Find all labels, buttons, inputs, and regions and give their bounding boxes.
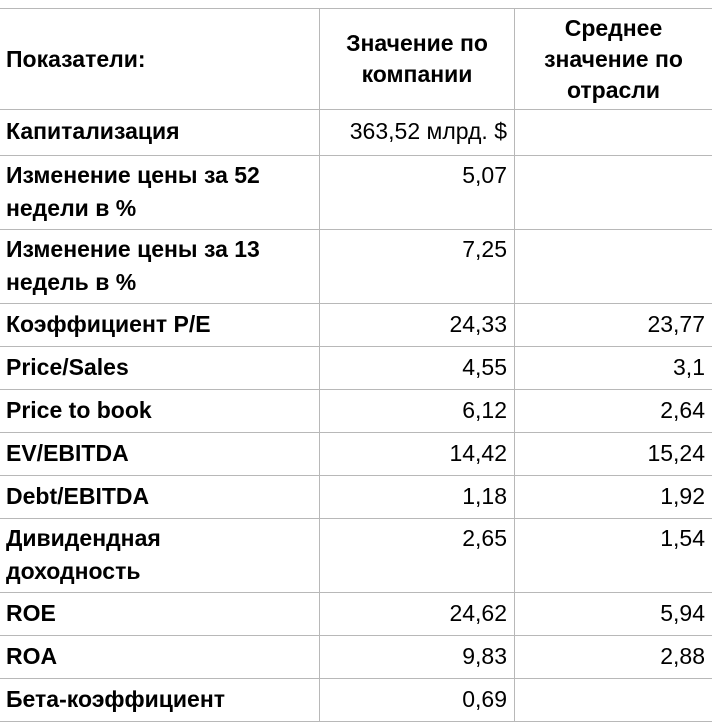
company-value-cell: 24,62 [320, 593, 515, 636]
company-value-cell: 5,07 [320, 156, 515, 230]
row-label-line1: ROE [6, 597, 312, 630]
row-label-line1: Капитализация [6, 115, 312, 148]
row-label-line1: Debt/EBITDA [6, 480, 312, 513]
industry-value-cell: 5,94 [515, 593, 712, 636]
table-row [0, 304, 712, 347]
row-label-line1: Price/Sales [6, 351, 312, 384]
row-label-line1: Коэффициент P/E [6, 308, 312, 341]
row-label [0, 636, 320, 679]
header-company-value [320, 9, 515, 110]
table-row [0, 433, 712, 476]
company-value-cell: 0,69 [320, 679, 515, 722]
row-label-line2: недель в % [6, 266, 312, 299]
table-header-row [0, 9, 712, 110]
row-label-line1: Изменение цены за 13 [6, 233, 312, 266]
industry-value-cell [515, 230, 712, 304]
header-industry-line1: Среднее [522, 13, 705, 44]
industry-value-cell [515, 679, 712, 722]
row-label [0, 679, 320, 722]
row-label-line1: Price to book [6, 394, 312, 427]
table-row [0, 156, 712, 230]
industry-value-cell: 1,54 [515, 519, 712, 593]
row-label-line1: Изменение цены за 52 [6, 159, 312, 192]
table-row [0, 593, 712, 636]
header-company-line1: Значение по [327, 28, 507, 59]
company-value-cell: 24,33 [320, 304, 515, 347]
table-row [0, 519, 712, 593]
industry-value-cell: 15,24 [515, 433, 712, 476]
metrics-table [0, 8, 712, 722]
company-value-cell: 1,18 [320, 476, 515, 519]
company-value-cell: 2,65 [320, 519, 515, 593]
company-value-cell: 14,42 [320, 433, 515, 476]
row-label [0, 230, 320, 304]
industry-value-cell [515, 156, 712, 230]
row-label [0, 110, 320, 156]
table-row [0, 679, 712, 722]
company-value-cell: 363,52 млрд. $ [320, 110, 515, 156]
row-label [0, 347, 320, 390]
row-label [0, 476, 320, 519]
header-indicator-text: Показатели: [6, 44, 312, 75]
company-value-cell: 6,12 [320, 390, 515, 433]
header-industry-line2: значение по [522, 44, 705, 75]
table-row [0, 230, 712, 304]
row-label-line1: Бета-коэффициент [6, 683, 312, 716]
row-label [0, 304, 320, 347]
row-label [0, 433, 320, 476]
row-label-line2: недели в % [6, 192, 312, 225]
industry-value-cell: 1,92 [515, 476, 712, 519]
row-label-line1: Дивидендная [6, 522, 312, 555]
row-label [0, 156, 320, 230]
table-row [0, 347, 712, 390]
industry-value-cell: 2,64 [515, 390, 712, 433]
table-row [0, 110, 712, 156]
industry-value-cell: 23,77 [515, 304, 712, 347]
table-row [0, 390, 712, 433]
table-row [0, 476, 712, 519]
header-industry-average [515, 9, 712, 110]
row-label [0, 519, 320, 593]
row-label-line1: ROA [6, 640, 312, 673]
industry-value-cell: 2,88 [515, 636, 712, 679]
industry-value-cell [515, 110, 712, 156]
row-label-line1: EV/EBITDA [6, 437, 312, 470]
company-value-cell: 7,25 [320, 230, 515, 304]
company-value-cell: 4,55 [320, 347, 515, 390]
industry-value-cell: 3,1 [515, 347, 712, 390]
row-label [0, 593, 320, 636]
header-industry-line3: отрасли [522, 75, 705, 106]
company-value-cell: 9,83 [320, 636, 515, 679]
header-indicator [0, 9, 320, 110]
row-label-line2: доходность [6, 555, 312, 588]
row-label [0, 390, 320, 433]
header-company-line2: компании [327, 59, 507, 90]
table-row [0, 636, 712, 679]
